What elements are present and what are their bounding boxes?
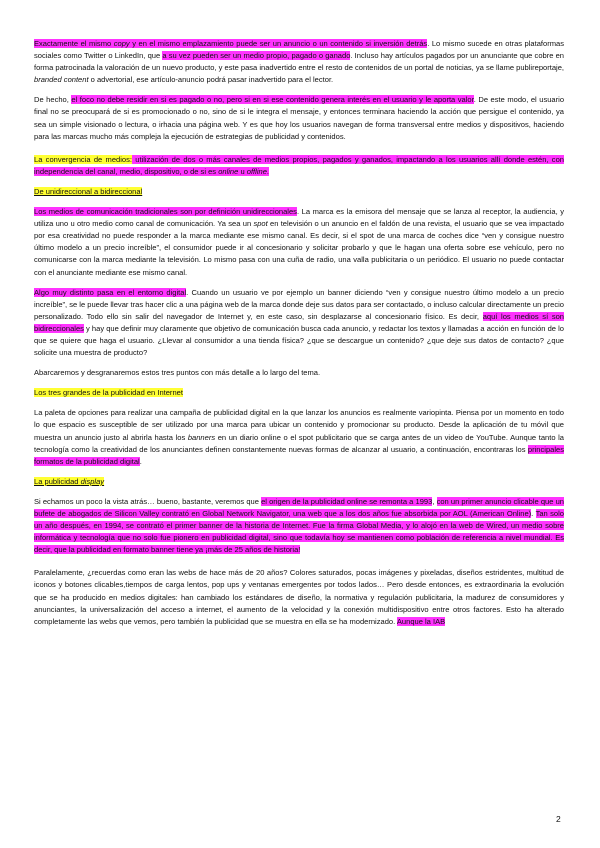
highlighted-text: . [266,166,269,176]
text-run: . De este modo, el usuario final no se preocupará de si es promocionado o no, sino de si le integra el mensaje, y entonces terminara haciendo la acción que persigue el contenido, ya sea un simple visionado o lectura, o irhacia una página web. Y es que hoy los usuarios navegan de forma transversal entre medios y dispositivos, haciendo para las marcas mucho más compleja la ejecución de estrategias de publicidad y contenidos. [34,95,565,141]
text-run: . Incluso hay artículos pagados por un anunciante que cobre en forma patrocinada la valoración de un nuevo producto, y este pasa inadvertido entre el resto de contenidos de un portal de noticias, ya se llame publireportaje, [34,51,565,73]
text-run: . Lo mismo sucede en otras plataformas sociales como Twitter o LinkedIn, que [34,39,564,61]
highlighted-text: utilización de dos o más canales de medios propios, pagados y ganados, impactando a los usuarios allí donde estén, con independencia del canal, medio, dispositivo, o de si es [34,154,564,176]
paragraph [34,367,564,379]
text-run: . Cuando un usuario ve por ejemplo un banner diciendo “ven y consigue nuestro último modelo a un precio increíble”, se le puede llevar tras hacer clic a una página web de la marca donde deje sus datos para ser contactado, o incluso calcular directamente un precio personalizado. Todo ello sin salir del navegador de Internet y, en este caso, sin desplazarse al concesionario físico. Es decir, [34,287,564,321]
highlighted-text: Aunque la IAB [396,616,446,626]
text-run: . [531,509,536,518]
text-run: y hay que definir muy claramente que objetivo de comunicación busca cada anuncio, y redactar los textos y llamadas a acción en función de lo que se quiere que haga el usuario. ¿Llevar al consumidor a una tienda física? ¿que se descargue un contenido? ¿que deje sus datos de contacto? ¿que solicite una muestra de producto? [34,323,564,358]
paragraph [34,407,564,467]
highlighted-text: y en el mismo emplazamiento puede ser un anuncio o un contenido si inversión detrás [129,39,428,48]
highlighted-text: a su vez pueden ser un medio propio, pagado o ganado [162,51,351,61]
page-body [34,38,564,636]
text-run: De hecho, [34,95,72,105]
text-run: , [432,496,437,506]
highlighted-text: Exactamente el mismo [34,39,114,48]
text-run: en televisión o un anuncio en el faldón de una revista, el usuario que se vea impactado por esa creatividad no puede responder a la marca mediante ese mismo canal. Es decir, si el spot de una marca de coches dice “ven y consigue nuestro último modelo a un precio increíble”, el consumidor puede ir al concesionario y solicitar probarlo y que le hagan una oferta sobre ese vehículo, pero no comunicarse con la marca mediante la televisión. Lo mismo pasa con una cuña de radio, una valla publicitaria o un periódico. El usuario no puede contactar con el anunciante mediante ese mismo canal. [34,219,564,277]
text-run: en un diario online o el spot publicitario que se carga antes de un video de YouTube. Aunque tanto la tecnología como la creatividad de los anunciantes definen constantemente nuevas formas de alcanzar al usuario, a continuación, encontraras los [34,432,564,454]
highlighted-text: el foco no debe residir en si es pagado o no, pero si en si ese contenido genera interés en el usuario y le aporta valor [71,95,474,105]
highlighted-text: u [238,166,247,176]
text-run: branded content [34,75,89,85]
highlighted-text: offline [246,166,267,176]
text-run: banners [187,432,216,442]
section-heading [34,387,564,399]
paragraph [34,287,564,360]
text-run: o advertorial, ese artículo-anuncio podrá pasar inadvertido para el lector. [88,75,334,85]
highlighted-text: Tan solo un año después, en 1994, se contrató el primer banner de la historia de Internet. Fue la firma Global Media, y lo alojó en la web de Wired, un medio sobre informática y tecnología que no solo fue pionero en publicidad digital, sino que todavía hoy se mantienen como población de referencia a nivel mundial. Es decir, que la publicidad en formato banner tiene ya ¡más de 25 años de historia! [34,509,565,555]
text-run: La paleta de opciones para realizar una campaña de publicidad digital en la que lanzar los anuncios es realmente variopinta. Piensa por un momento en todo lo que espacio es susceptible de ser utilizado por una marca para ubicar un contenido y promocionar su producto. Desde la aplicación de tu móvil que muestra un anuncio justo al abrirla hasta los [34,408,564,442]
highlighted-text: el origen de la publicidad online se remonta a 1993 [261,496,433,506]
page-number: 2 [556,814,561,824]
highlighted-text: con un primer anuncio clicable que un bufete de abogados de Silicon Valley contrató en Global Network Navigator, una web que a los dos años fue absorbida por AOL (American Online) [34,496,564,518]
section-heading [34,186,564,198]
text-run: spot [253,219,268,229]
text-run: Abarcaremos y desgranaremos estos tres puntos con más detalle a lo largo del tema. [34,368,321,378]
highlighted-text: La convergencia de medios: [34,154,132,164]
text-run: Si echamos un poco la vista atrás… bueno, bastante, veremos que [34,496,262,506]
highlighted-text: principales formatos de la publicidad digital [34,444,564,466]
highlighted-text: Los tres grandes de la publicidad en Internet [34,388,183,398]
highlighted-text: Algo muy distinto pasa en el entorno digital [34,287,187,297]
text-run: Paralelamente, ¿recuerdas como eran las webs de hace más de 20 años? Colores saturados, pocas imágenes y pixeladas, diseños estridentes, multitud de iconos y botones clicables,tiempos de carga lentos, pop ups y ventanas emergentes por todos lados… Pero desde entonces, es extraordinaria la evolución que se ha producido en medios digitales: han cambiado los estándares de diseño, la normativa y regulación publicitaria, la madurez de consumidores y anunciantes, la universalización del acceso a internet, el aumento de la velocidad y la conexión multidispositivo entre otros factores. Esto ha alterado completamente las webs que vemos, pero también la publicidad que se muestra en ella se ha modernizado. [34,568,564,626]
highlighted-text: display [80,476,105,486]
paragraph [34,496,564,556]
highlighted-text: Los medios de comunicación tradicionales son por definición unidireccionales [34,207,297,217]
highlighted-text: online [218,166,239,176]
text-run: . La marca es la emisora del mensaje que se lanza al receptor, la audiencia, y utiliza uno u otro medio como canal de comunicación. Ya sea un [34,207,564,229]
paragraph [34,38,564,86]
paragraph [34,206,564,279]
highlighted-text: De unidireccional a bidireccional [34,186,143,196]
highlighted-text: La publicidad [34,476,81,486]
paragraph [34,567,564,627]
highlighted-text: aquí los medios sí son bidireccionales [34,311,565,333]
highlighted-text: copy [113,39,130,48]
paragraph [34,94,564,142]
section-heading [34,476,564,488]
text-run: . [139,456,142,466]
highlighted-definition [34,154,564,178]
